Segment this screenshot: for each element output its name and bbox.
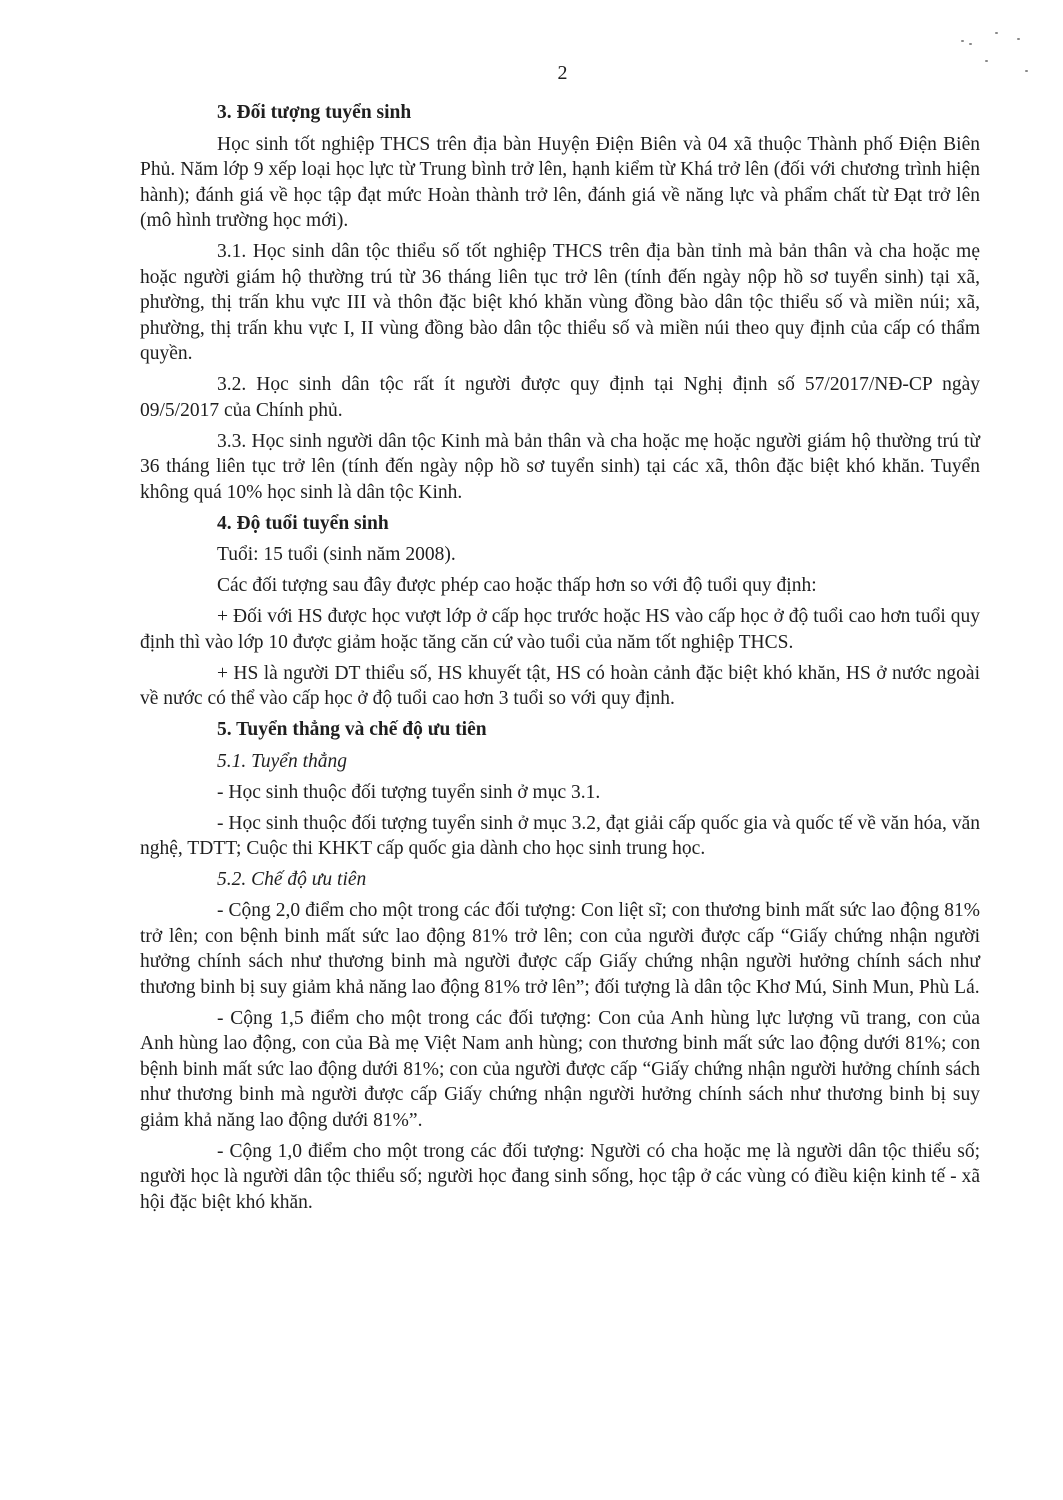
section-heading: 3. Đối tượng tuyển sinh [217, 102, 412, 123]
paragraph: Học sinh tốt nghiệp THCS trên địa bàn Huyện Điện Biên và 04 xã thuộc Thành phố Điện Biên Phủ. Năm lớp 9 xếp loại học lực từ Trung bình trở lên, hạnh kiểm từ Khá trở lên (đối với chương trình hiện hành); đánh giá về học tập đạt mức Hoàn thành trở lên, đánh giá về năng lực và phẩm chất từ Đạt trở lên (mô hình trường học mới). [140, 133, 980, 231]
paragraph: 3.2. Học sinh dân tộc rất ít người được quy định tại Nghị định số 57/2017/NĐ-CP ngày 09/5/2017 của Chính phủ. [140, 374, 980, 421]
paragraph: Các đối tượng sau đây được phép cao hoặc thấp hơn so với độ tuổi quy định: [217, 575, 817, 596]
paragraph: + HS là người DT thiểu số, HS khuyết tật, HS có hoàn cảnh đặc biệt khó khăn, HS ở nước ngoài về nước có thể vào cấp học ở độ tuổi cao hơn 3 tuổi so với quy định. [140, 662, 980, 709]
paragraph: 3.3. Học sinh người dân tộc Kinh mà bản thân và cha hoặc mẹ hoặc người giám hộ thường trú từ 36 tháng liên tục trở lên (tính đến ngày nộp hồ sơ tuyển sinh) tại các xã, thôn đặc biệt khó khăn. Tuyển không quá 10% học sinh là dân tộc Kinh. [140, 430, 980, 503]
paragraph: Tuổi: 15 tuổi (sinh năm 2008). [217, 544, 456, 565]
page-number: 2 [557, 62, 568, 84]
paragraph: - Học sinh thuộc đối tượng tuyển sinh ở mục 3.2, đạt giải cấp quốc gia và quốc tế về văn hóa, văn nghệ, TDTT; Cuộc thi KHKT cấp quốc gia dành cho học sinh trung học. [140, 812, 980, 859]
paragraph: 3.1. Học sinh dân tộc thiểu số tốt nghiệp THCS trên địa bàn tỉnh mà bản thân và cha hoặc mẹ hoặc người giám hộ thường trú từ 36 tháng liên tục trở lên (tính đến ngày nộp hồ sơ tuyển sinh) tại xã, phường, thị trấn khu vực III và thôn đặc biệt khó khăn vùng đồng bào dân tộc thiểu số và miền núi; xã, phường, thị trấn khu vực I, II vùng đồng bào dân tộc thiểu số và miền núi theo quy định của cấp có thẩm quyền. [140, 241, 980, 364]
paragraph: + Đối với HS được học vượt lớp ở cấp học trước hoặc HS vào cấp học ở độ tuổi cao hơn tuổi quy định thì vào lớp 10 được giảm hoặc tăng căn cứ vào tuổi của năm tốt nghiệp THCS. [140, 606, 980, 653]
paragraph: - Cộng 1,0 điểm cho một trong các đối tượng: Người có cha hoặc mẹ là người dân tộc thiểu số; người học là người dân tộc thiểu số; người học đang sinh sống, học tập ở các vùng có điều kiện kinh tế - xã hội đặc biệt khó khăn. [140, 1140, 980, 1213]
subsection-heading: 5.2. Chế độ ưu tiên [217, 869, 367, 890]
section-heading: 5. Tuyển thẳng và chế độ ưu tiên [217, 719, 487, 740]
subsection-heading: 5.1. Tuyển thẳng [217, 750, 347, 772]
paragraph: - Cộng 2,0 điểm cho một trong các đối tượng: Con liệt sĩ; con thương binh mất sức lao động 81% trở lên; con bệnh binh mất sức lao động 81% trở lên; con của người được cấp “Giấy chứng nhận người hưởng chính sách như thương binh mà người được cấp Giấy chứng nhận người hưởng chính sách như thương binh bị suy giảm khả năng lao động 81% trở lên”; đối tượng là dân tộc Khơ Mú, Sinh Mun, Phù Lá. [140, 900, 980, 998]
paragraph: - Cộng 1,5 điểm cho một trong các đối tượng: Con của Anh hùng lực lượng vũ trang, con của Anh hùng lao động, con của Bà mẹ Việt Nam anh hùng; con thương binh mất sức lao động dưới 81%; con bệnh binh mất sức lao động dưới 81%; con của người được cấp “Giấy chứng nhận người hưởng chính sách như thương binh mà người được cấp Giấy chứng nhận người hưởng chính sách như thương binh bị suy giảm khả năng lao động dưới 81%”. [140, 1007, 980, 1131]
paragraph: - Học sinh thuộc đối tượng tuyển sinh ở mục 3.1. [217, 781, 601, 803]
document-body [140, 100, 980, 1221]
section-heading: 4. Độ tuổi tuyển sinh [217, 512, 389, 534]
